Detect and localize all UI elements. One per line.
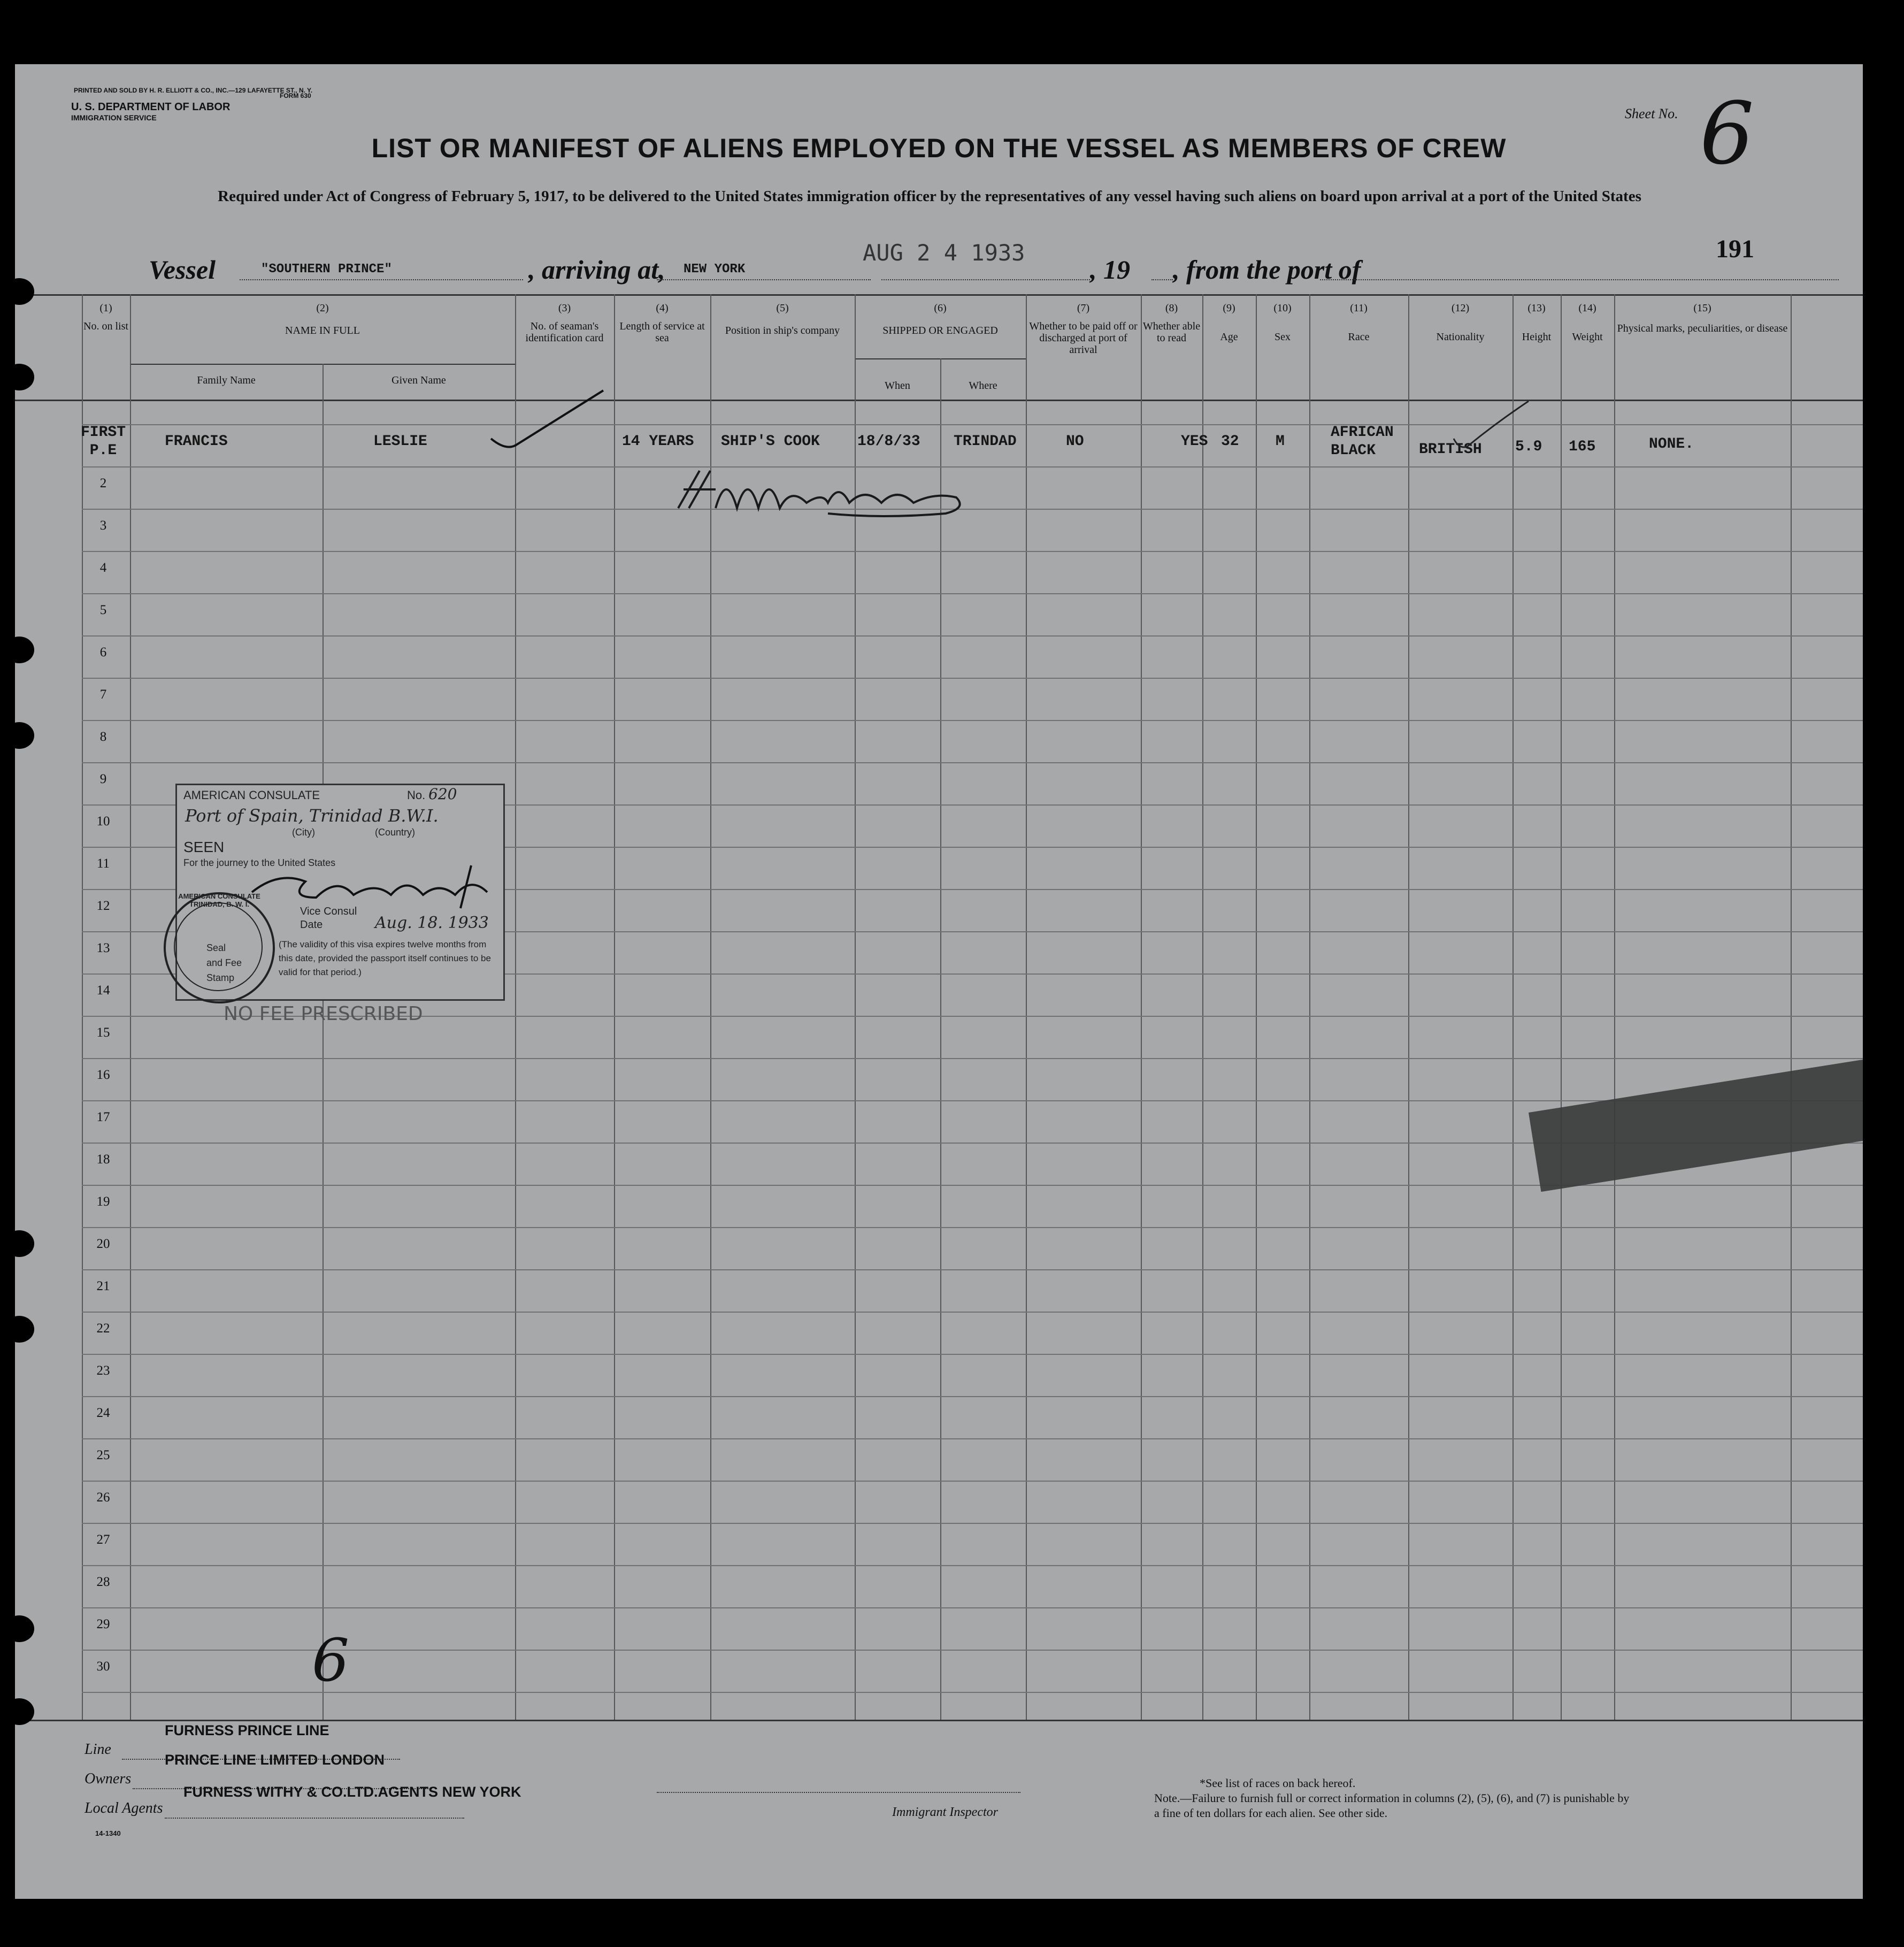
row-number: 26 (96, 1490, 110, 1505)
row-number: 24 (96, 1406, 110, 1420)
row-number: 3 (99, 518, 107, 533)
row-number: 18 (96, 1152, 110, 1167)
col-2-header (130, 302, 515, 336)
col-8-num: (8) (1165, 302, 1178, 314)
page-subtitle: Required under Act of Congress of February 5, 1917, to be delivered to the United States immigration officer by the representatives of any vessel having such aliens on board upon arrival at a port of the United States (218, 188, 1641, 205)
service-label: IMMIGRATION SERVICE (71, 113, 157, 122)
where-header: Where (969, 380, 997, 392)
row-number: 10 (96, 814, 110, 829)
row-number: 7 (99, 687, 107, 702)
row-number: 22 (96, 1321, 110, 1336)
col-8-label: Whether able to read (1142, 320, 1201, 344)
punch-hole (15, 1230, 34, 1257)
stamp-validity: (The validity of this visa expires twelve months from this date, provided the passport itself continues to be valid for that period.) (279, 939, 491, 977)
col-13-label: Height (1522, 331, 1552, 343)
col-6-label: SHIPPED OR ENGAGED (882, 325, 998, 336)
stamp-consul-label: Vice Consul (300, 906, 357, 917)
entry-where: TRINDAD (954, 433, 1017, 450)
row-number: 15 (96, 1025, 110, 1040)
col-9-num: (9) (1223, 302, 1235, 314)
column-rule (1309, 294, 1310, 1720)
column-rule (614, 294, 615, 1720)
local-agents-field (165, 1797, 464, 1819)
row-number: 4 (99, 561, 107, 575)
entry-family-name: FRANCIS (165, 433, 228, 450)
row-rule (82, 1481, 1863, 1482)
col-8-header (1141, 302, 1202, 344)
table-bottom-rule (15, 1720, 1863, 1721)
sheet-label: Sheet No. (1625, 106, 1678, 121)
row-rule (82, 678, 1863, 679)
column-rule (1256, 294, 1257, 1720)
column-rule (323, 364, 324, 1720)
row-number: 19 (96, 1194, 110, 1209)
column-rule (1791, 294, 1792, 1720)
col-7-label: Whether to be paid off or discharged at port of arrival (1029, 320, 1138, 356)
row-number: 6 (99, 645, 107, 660)
table-top-rule (15, 294, 1863, 296)
col-12-header (1408, 302, 1513, 343)
row-number: 25 (96, 1448, 110, 1462)
col-13-header (1513, 302, 1561, 343)
col-7-header (1026, 302, 1141, 356)
row-rule (82, 1523, 1863, 1524)
entry-paid-off: NO (1066, 433, 1084, 450)
sheet-number: 6 (1700, 83, 1754, 183)
col-12-num: (12) (1451, 302, 1470, 314)
punch-hole (15, 1615, 34, 1642)
column-rule (1202, 294, 1203, 1720)
manifest-sheet (15, 64, 1863, 1899)
row-number: 9 (99, 772, 107, 786)
column-rule (82, 294, 83, 1720)
column-rule (515, 294, 516, 1720)
from-port-field (1320, 258, 1839, 280)
entry-given-name: LESLIE (373, 433, 427, 450)
page-title: LIST OR MANIFEST OF ALIENS EMPLOYED ON THE VESSEL AS MEMBERS OF CREW (371, 133, 1507, 163)
entry-when: 18/8/33 (857, 433, 920, 450)
row-number: 17 (96, 1110, 110, 1124)
row-rule (82, 1607, 1863, 1608)
row-number: 27 (96, 1532, 110, 1547)
col-13-num: (13) (1527, 302, 1546, 314)
stamp-journey: For the journey to the United States (183, 857, 336, 868)
row-rule (82, 720, 1863, 721)
col-11-num: (11) (1350, 302, 1368, 314)
stamp-seal-text: Seal and Fee Stamp (206, 942, 242, 983)
stamp-place: Port of Spain, Trinidad B.W.I. (185, 806, 439, 826)
col-3-label: No. of seaman's identification card (525, 320, 604, 344)
col-15-label: Physical marks, peculiarities, or disease (1617, 323, 1788, 334)
row-number: 8 (99, 730, 107, 744)
column-rule (940, 358, 941, 1720)
arriving-port: NEW YORK (684, 262, 746, 277)
entry-service-length: 14 YEARS (622, 433, 694, 450)
entry-age: 32 (1221, 433, 1239, 450)
family-name-header: Family Name (197, 374, 256, 386)
form-number: FORM 630 (280, 92, 311, 99)
row-number: 14 (96, 983, 110, 998)
row-rule (82, 1396, 1863, 1397)
col-6-num: (6) (934, 302, 947, 314)
col-3-num: (3) (558, 302, 571, 314)
stamp-date-value: Aug. 18. 1933 (375, 914, 489, 932)
col-12-label: Nationality (1436, 331, 1485, 343)
row-number: 20 (96, 1237, 110, 1251)
row-number: 5 (99, 603, 107, 617)
entry-sex: M (1276, 433, 1285, 450)
stamp-country-label: (Country) (375, 827, 416, 838)
department-label: U. S. DEPARTMENT OF LABOR (71, 101, 231, 113)
entry-no-on-list: FIRST P.E (80, 424, 126, 459)
row-rule (82, 1185, 1863, 1186)
line-value: FURNESS PRINCE LINE (165, 1722, 329, 1738)
date-field (881, 258, 1090, 280)
when-header: When (885, 380, 910, 392)
local-agents-value: FURNESS WITHY & CO.LTD.AGENTS NEW YORK (183, 1784, 521, 1800)
col-10-num: (10) (1273, 302, 1292, 314)
entry-height: 5.9 (1515, 439, 1542, 455)
punch-hole (15, 278, 34, 305)
col-15-header (1614, 302, 1791, 334)
consulate-seal-icon (164, 892, 275, 1003)
form-code: 14-1340 (95, 1829, 121, 1837)
row-rule (82, 424, 1863, 425)
row-number: 13 (96, 941, 110, 955)
column-rule (1614, 294, 1615, 1720)
row-rule (82, 1227, 1863, 1228)
col-9-label: Age (1220, 331, 1238, 343)
entry-weight: 165 (1569, 439, 1596, 455)
given-name-header: Given Name (391, 374, 446, 386)
col-6-header (855, 302, 1026, 336)
punch-hole (15, 722, 34, 749)
row-rule (82, 593, 1863, 594)
col-5-num: (5) (776, 302, 789, 314)
col-7-num: (7) (1077, 302, 1090, 314)
row-rule (82, 1438, 1863, 1439)
col-2-label: NAME IN FULL (285, 325, 360, 336)
from-port-label: , from the port of (1173, 255, 1361, 285)
row-rule (82, 1565, 1863, 1566)
stamp-heading: AMERICAN CONSULATE (183, 788, 320, 802)
col-15-num: (15) (1693, 302, 1711, 314)
col-4-num: (4) (656, 302, 669, 314)
column-rule (1026, 294, 1027, 1720)
col-11-label: Race (1348, 331, 1370, 343)
row-rule (82, 1058, 1863, 1059)
row-rule (82, 1312, 1863, 1313)
row-number: 16 (96, 1068, 110, 1082)
col-1-header (82, 302, 130, 332)
repair-tape (1529, 1057, 1863, 1192)
arriving-label: , arriving at, (528, 255, 665, 285)
col-4-header (614, 302, 710, 344)
column-rule (1408, 294, 1409, 1720)
seal-ring-text: AMERICAN CONSULATE TRINIDAD, B. W. I. (178, 892, 260, 908)
entry-nationality: BRITISH (1419, 441, 1482, 458)
column-rule (1561, 294, 1562, 1720)
department-name (71, 102, 230, 123)
punch-hole (15, 1316, 34, 1343)
punch-hole (15, 637, 34, 663)
vessel-name-field (240, 258, 523, 280)
entry-position: SHIP'S COOK (721, 433, 820, 450)
inspector-signature-icon (667, 460, 999, 524)
arriving-port-field (657, 258, 871, 280)
no-fee-stamp: NO FEE PRESCRIBED (224, 1003, 423, 1025)
row-number: 11 (96, 856, 110, 871)
col-1-label: No. on list (83, 320, 128, 332)
col-2-num: (2) (316, 302, 329, 314)
owners-label: Owners (85, 1770, 132, 1787)
races-note: *See list of races on back hereof. (1200, 1776, 1356, 1790)
consulate-visa-stamp (175, 784, 505, 1001)
penalty-note: Note.—Failure to furnish full or correct information in columns (2), (5), (6), and (7) is punishable by a fine of ten dollars for each alien. See other side. (1154, 1791, 1630, 1820)
entry-race: AFRICAN BLACK (1331, 424, 1394, 459)
vessel-name: "SOUTHERN PRINCE" (261, 262, 392, 277)
row-number: 29 (96, 1617, 110, 1631)
local-agents-label: Local Agents (85, 1800, 163, 1816)
column-rule (130, 294, 131, 1720)
entry-physical-marks: NONE. (1649, 436, 1694, 453)
row-rule (82, 762, 1863, 763)
col-14-num: (14) (1578, 302, 1596, 314)
row-number: 30 (96, 1659, 110, 1674)
stamp-city-label: (City) (292, 827, 315, 838)
vessel-label: Vessel (149, 255, 216, 285)
col-3-header (515, 302, 614, 344)
entry-able-to-read: YES (1181, 433, 1208, 450)
inspector-line (657, 1792, 1020, 1793)
inspector-label: Immigrant Inspector (892, 1805, 998, 1819)
checkmark-icon (486, 385, 614, 460)
col-14-label: Weight (1572, 331, 1603, 343)
col-11-header (1309, 302, 1408, 343)
column-rule (1513, 294, 1514, 1720)
handwritten-count: 6 (312, 1626, 349, 1695)
row-rule (82, 1354, 1863, 1355)
row-number: 12 (96, 899, 110, 913)
row-rule (82, 635, 1863, 637)
printer-credit: PRINTED AND SOLD BY H. R. ELLIOTT & CO., INC.—129 LAFAYETTE ST., N. Y. (74, 87, 313, 94)
row-number: 28 (96, 1575, 110, 1589)
col-10-header (1256, 302, 1309, 343)
year-field (1151, 258, 1173, 280)
col-5-label: Position in ship's company (725, 325, 840, 336)
nineteen-label: , 19 (1090, 255, 1130, 285)
header-bottom-rule (15, 400, 1863, 401)
year-prefix: 191 (1716, 235, 1754, 263)
stamp-date-label: Date (300, 919, 323, 931)
row-rule (82, 1269, 1863, 1270)
col-9-header (1202, 302, 1256, 343)
line-label: Line (85, 1741, 111, 1758)
nationality-checkmark-icon (1448, 396, 1534, 455)
row-number: 2 (99, 476, 107, 490)
col-14-header (1561, 302, 1614, 343)
row-rule (82, 551, 1863, 552)
row-number: 21 (96, 1279, 110, 1293)
date-stamp: AUG 2 4 1933 (863, 240, 1025, 266)
col-4-label: Length of service at sea (619, 320, 705, 344)
punch-hole (15, 364, 34, 390)
col-1-num: (1) (99, 302, 112, 314)
col-5-header (710, 302, 855, 336)
stamp-no-label: No. (407, 788, 426, 802)
stamp-no-value: 620 (428, 785, 457, 803)
column-rule (1141, 294, 1142, 1720)
consul-signature-icon (247, 860, 503, 914)
stamp-seen: SEEN (183, 839, 225, 855)
owners-value: PRINCE LINE LIMITED LONDON (165, 1752, 385, 1768)
col-10-label: Sex (1275, 331, 1291, 343)
row-number: 23 (96, 1363, 110, 1378)
